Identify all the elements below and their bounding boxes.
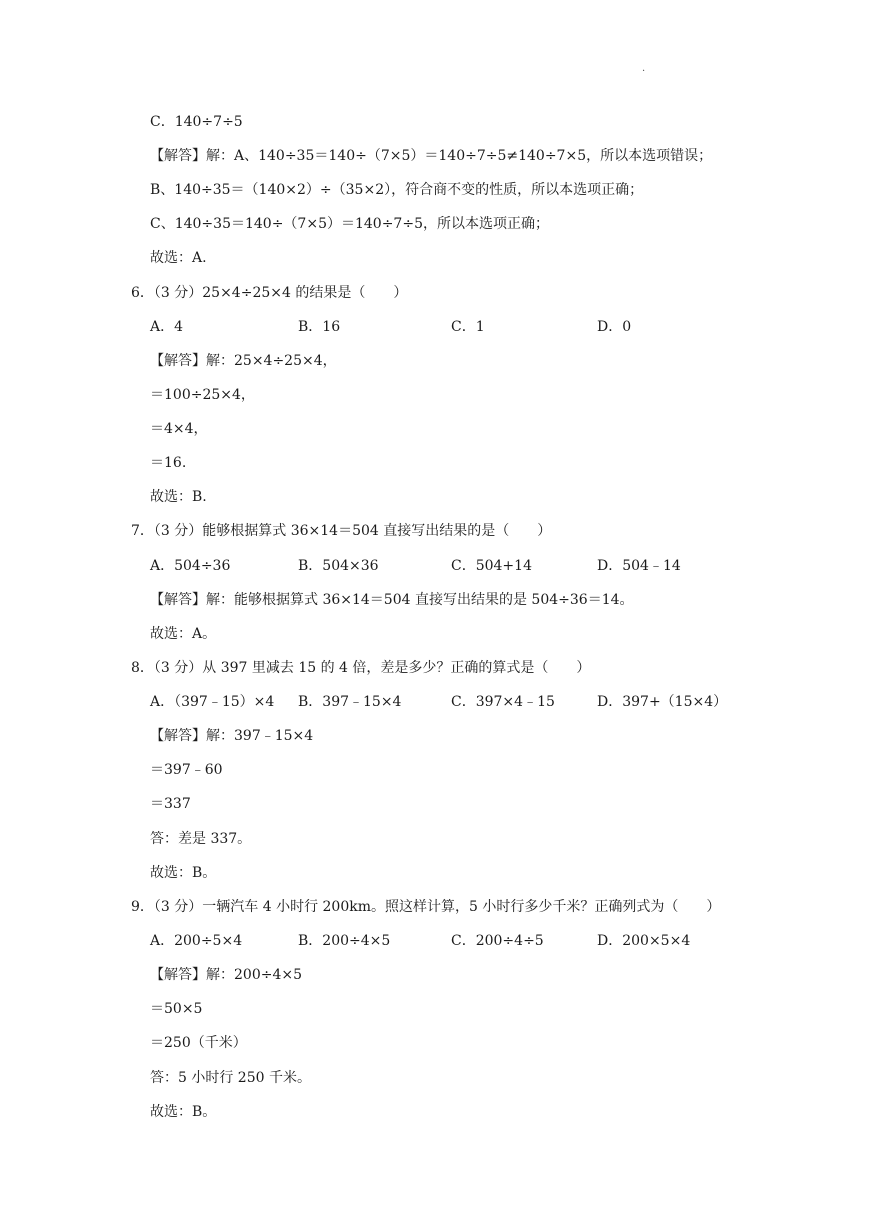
q9-stem: 9．（3 分）一辆汽车 4 小时行 200km。照这样计算，5 小时行多少千米？正确列式为（ ） xyxy=(131,899,721,915)
q5-answer-line: 故选：A. xyxy=(150,250,207,266)
q8-answer-line: 故选：B。 xyxy=(150,865,217,881)
q7-option-c: C．504+14 xyxy=(451,558,532,574)
q6-option-c: C．1 xyxy=(451,319,485,335)
q5-answer-line: B、140÷35＝（140×2）÷（35×2），符合商不变的性质，所以本选项正确； xyxy=(150,182,644,198)
q8-option-b: B．397﹣15×4 xyxy=(298,694,402,710)
q8-answer-line: 【解答】解：397﹣15×4 xyxy=(150,728,314,744)
q9-option-d: D．200×5×4 xyxy=(597,933,691,949)
q6-option-b: B．16 xyxy=(298,319,341,335)
q8-answer-line: ＝397﹣60 xyxy=(150,762,223,778)
q6-answer-line: ＝100÷25×4， xyxy=(150,387,255,403)
q5-answer-line: 【解答】解：A、140÷35＝140÷（7×5）＝140÷7÷5≠140÷7×5，所以本选项错误； xyxy=(150,148,713,164)
q9-answer-line: ＝50×5 xyxy=(150,1001,203,1017)
q9-answer-line: 【解答】解：200÷4×5 xyxy=(150,967,302,983)
q8-option-a: A．（397﹣15）×4 xyxy=(150,694,275,710)
q8-option-c: C．397×4﹣15 xyxy=(451,694,555,710)
q9-answer-line: 答：5 小时行 250 千米。 xyxy=(150,1070,311,1086)
q7-option-b: B．504×36 xyxy=(298,558,379,574)
q7-answer-line: 故选：A。 xyxy=(150,626,217,642)
q9-answer-line: ＝250（千米） xyxy=(150,1035,247,1051)
q9-option-c: C．200÷4÷5 xyxy=(451,933,544,949)
header-mark: · xyxy=(642,66,646,77)
q6-answer-line: ＝4×4， xyxy=(150,421,208,437)
q7-option-a: A．504÷36 xyxy=(150,558,231,574)
q6-answer-line: 故选：B. xyxy=(150,489,207,505)
q7-option-d: D．504﹣14 xyxy=(597,558,681,574)
q6-option-a: A．4 xyxy=(150,319,184,335)
q9-option-a: A．200÷5×4 xyxy=(150,933,243,949)
q6-answer-line: ＝16. xyxy=(150,455,187,471)
q9-answer-line: 故选：B。 xyxy=(150,1104,217,1120)
q5-option-c: C．140÷7÷5 xyxy=(150,114,243,130)
q9-option-b: B．200÷4×5 xyxy=(298,933,391,949)
q8-answer-line: 答：差是 337。 xyxy=(150,831,252,847)
q5-answer-line: C、140÷35＝140÷（7×5）＝140÷7÷5，所以本选项正确； xyxy=(150,216,549,232)
q6-option-d: D．0 xyxy=(597,319,632,335)
q7-answer-line: 【解答】解：能够根据算式 36×14＝504 直接写出结果的是 504÷36＝14。 xyxy=(150,592,634,608)
q8-answer-line: ＝337 xyxy=(150,796,191,812)
q6-stem: 6．（3 分）25×4÷25×4 的结果是（ ） xyxy=(131,285,408,301)
q8-option-d: D．397+（15×4） xyxy=(597,694,728,710)
q8-stem: 8．（3 分）从 397 里减去 15 的 4 倍，差是多少？正确的算式是（ ） xyxy=(131,660,591,676)
q7-stem: 7．（3 分）能够根据算式 36×14＝504 直接写出结果的是（ ） xyxy=(131,523,552,539)
q6-answer-line: 【解答】解：25×4÷25×4， xyxy=(150,353,337,369)
